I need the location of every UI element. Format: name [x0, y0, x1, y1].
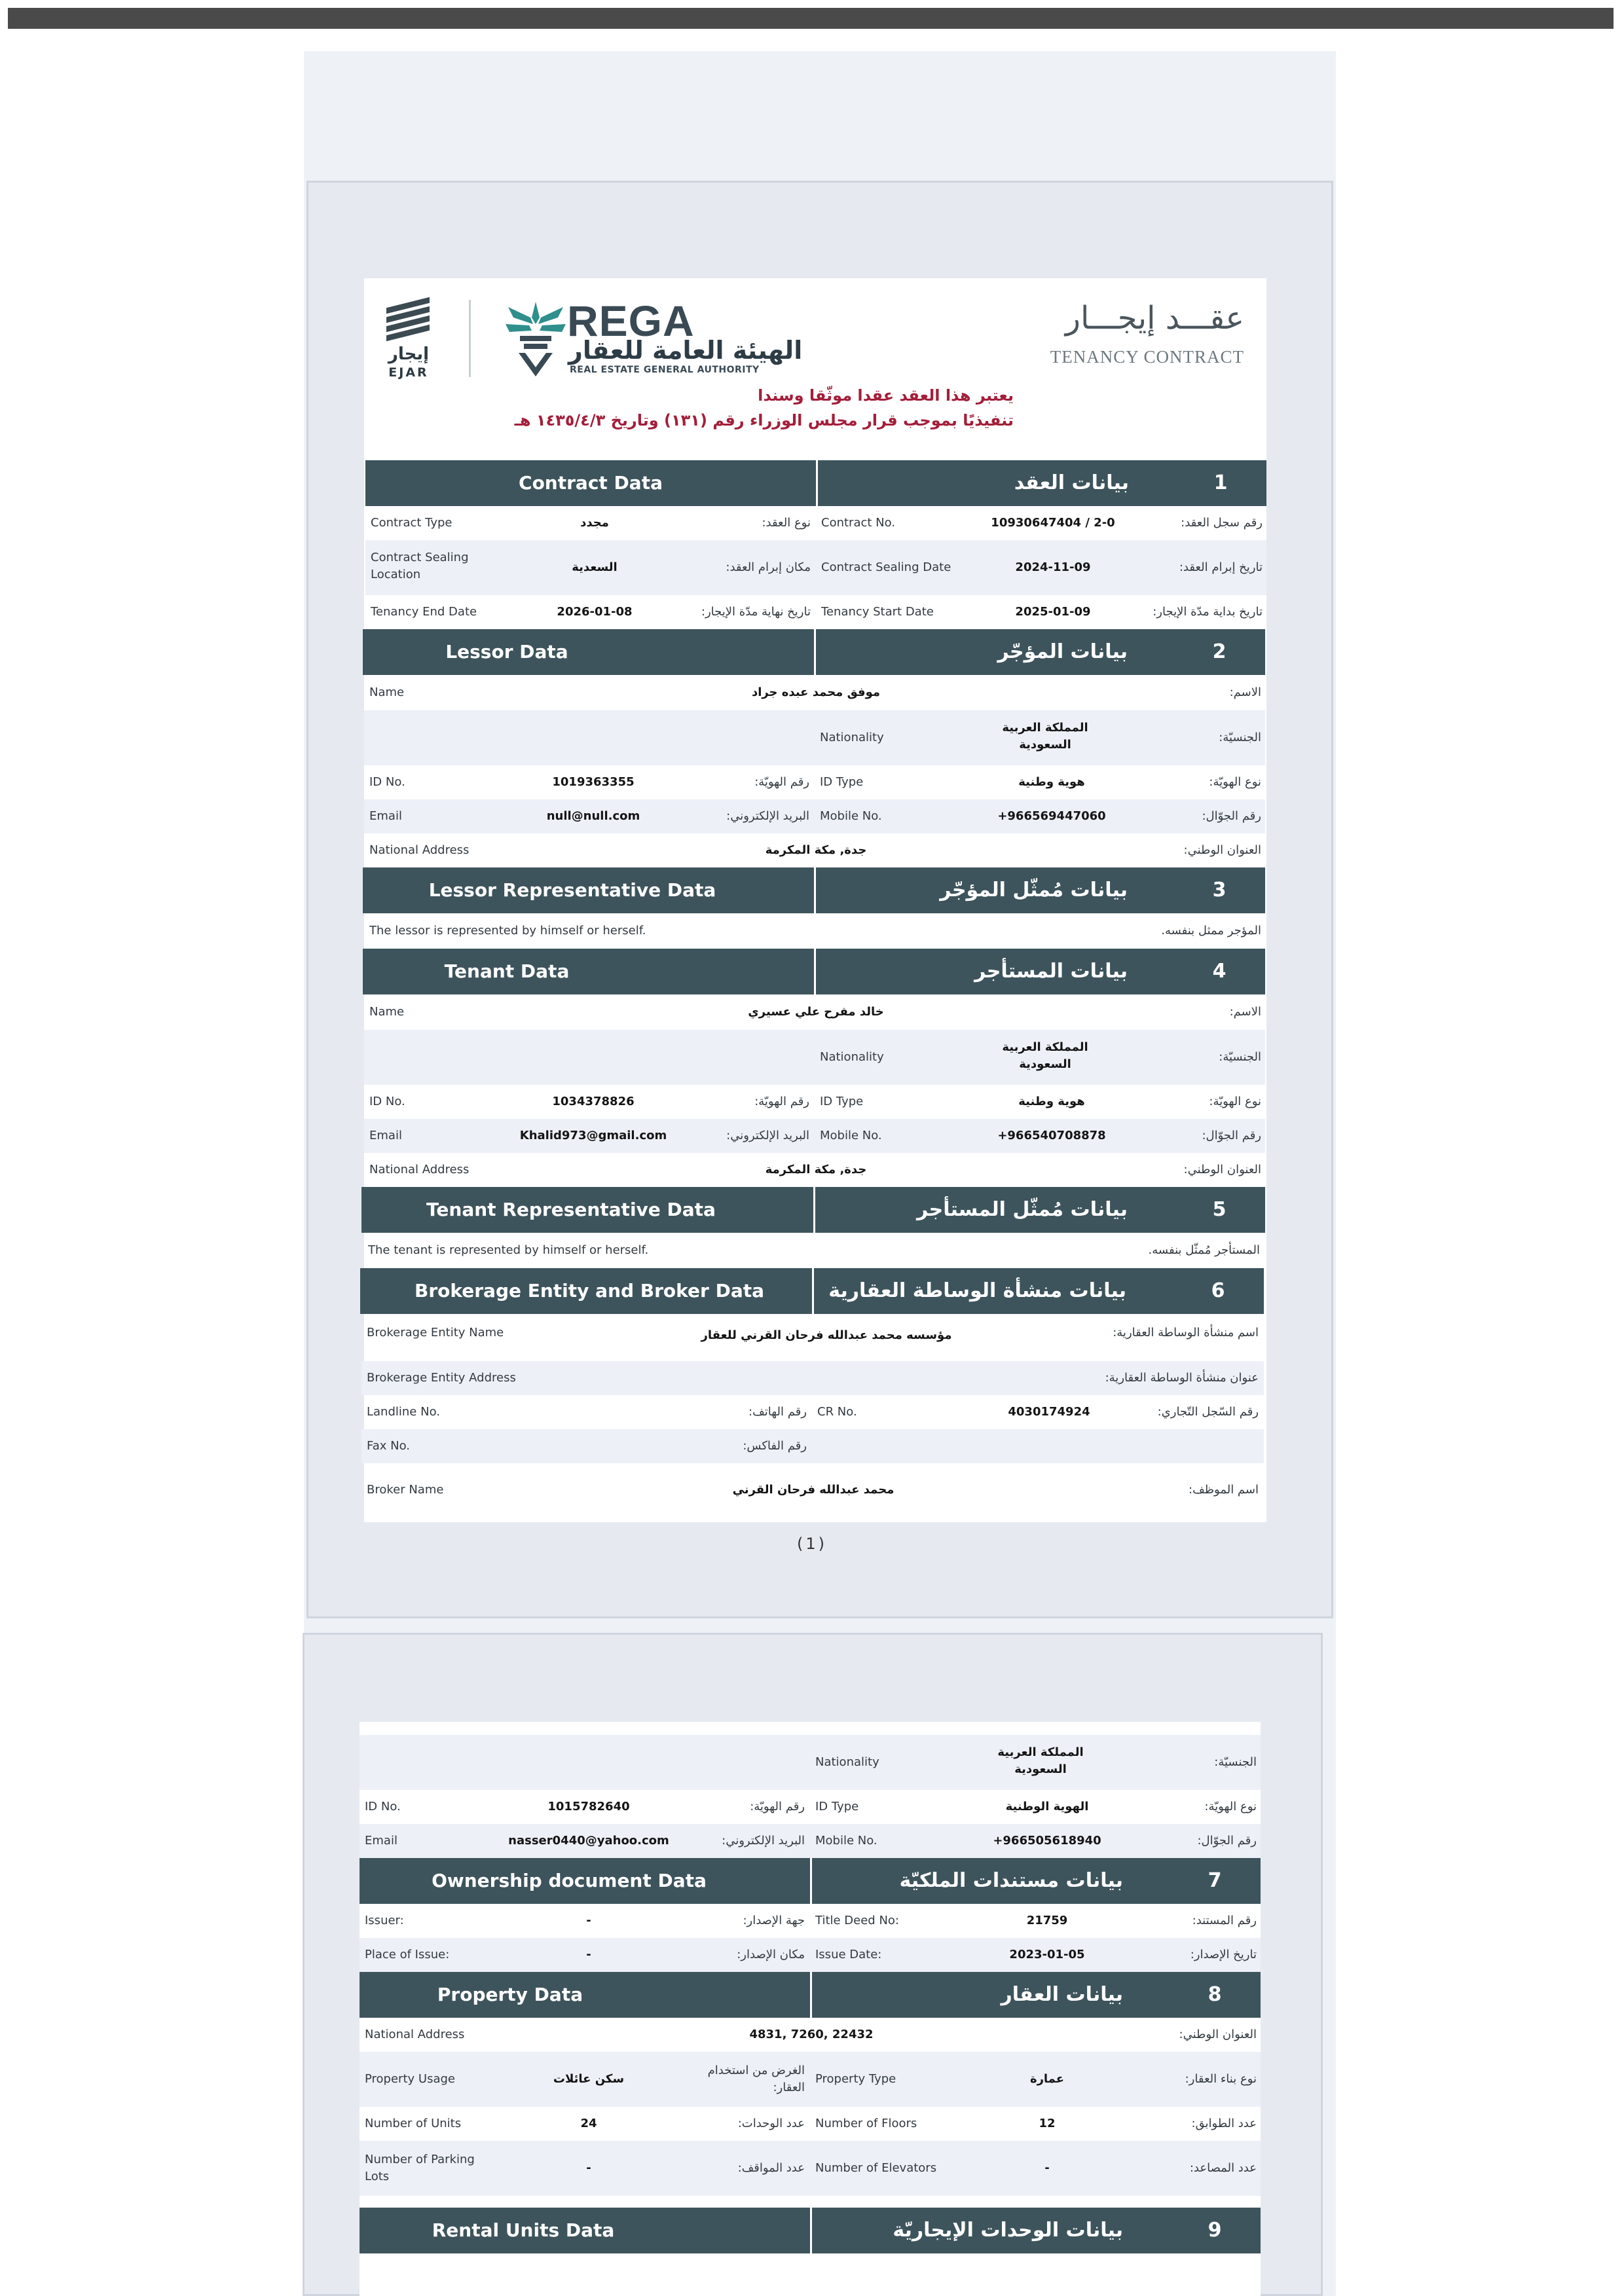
- field-label-ar: تاريخ الإصدار:: [1190, 1948, 1257, 1961]
- field-value: 2026-01-08: [557, 605, 633, 619]
- field-value: 2025-01-09: [1015, 605, 1091, 619]
- field-value: جدة, مكة المكرمة: [765, 843, 867, 857]
- field-label-en: Mobile No.: [815, 1834, 877, 1848]
- section-title-ar: بيانات الوحدات الإيجاريّة: [893, 2219, 1123, 2242]
- section-title-ar: بيانات المستأجر: [974, 960, 1128, 983]
- table-row: [361, 1395, 1264, 1429]
- table-row: [364, 994, 1265, 1030]
- field-label-en: Title Deed No:: [815, 1914, 899, 1927]
- field-label-en: Contract No.: [821, 516, 896, 530]
- field-label-ar: نوع بناء العقار:: [1185, 2072, 1257, 2086]
- field-value: 2024-11-09: [1015, 560, 1091, 574]
- section-title-en: Brokerage Entity and Broker Data: [415, 1280, 764, 1302]
- table-row: [360, 1790, 1261, 1824]
- field-label-ar: العنوان الوطني:: [1183, 1163, 1261, 1176]
- field-value: null@null.com: [546, 809, 640, 823]
- field-label-ar: رقم الجوّال:: [1197, 1834, 1257, 1848]
- table-row: [360, 1824, 1261, 1858]
- section-title-ar: بيانات المؤجّر: [997, 640, 1128, 663]
- section-header-contract: [365, 460, 1266, 506]
- field-label-en: Nationality: [815, 1755, 879, 1769]
- page-number: (1): [797, 1535, 827, 1553]
- field-label-en: Landline No.: [367, 1405, 440, 1419]
- field-label-en: ID Type: [815, 1800, 859, 1813]
- field-label-en: Contract Sealing Location: [371, 551, 469, 581]
- field-label-en: Property Usage: [365, 2072, 455, 2086]
- field-label-en: ID Type: [820, 1095, 864, 1108]
- legal-note-line-2: تنفيذيًا بموجب قرار مجلس الوزراء رقم (١٣١) وتاريخ ١٤٣٥/٤/٣ هـ: [514, 411, 1014, 429]
- field-label-ar: البريد الإلكتروني:: [726, 809, 809, 823]
- rega-wordmark: REGA: [567, 297, 695, 345]
- section-title-en: Lessor Representative Data: [428, 879, 716, 901]
- field-note-en: The lessor is represented by himself or herself.: [369, 924, 646, 938]
- table-row: [360, 1735, 1261, 1790]
- field-value: +966569447060: [997, 809, 1106, 823]
- field-value: هوية وطنية: [1018, 1095, 1085, 1108]
- section-title-ar: بيانات العقار: [1001, 1983, 1123, 2006]
- field-label-en: Email: [365, 1834, 397, 1848]
- field-label-ar: عنوان منشأة الوساطة العقارية:: [1105, 1371, 1259, 1385]
- rega-emblem-icon: [504, 298, 567, 378]
- field-label-ar: رقم الجوّال:: [1202, 809, 1261, 823]
- document-title-en: TENANCY CONTRACT: [1050, 347, 1244, 367]
- table-row: [360, 2052, 1261, 2107]
- field-label-ar: الجنسيّة:: [1214, 1755, 1257, 1769]
- section-title-ar: بيانات مستندات الملكيّة: [899, 1869, 1123, 1892]
- field-value: هوية وطنية: [1018, 775, 1085, 789]
- field-value: +966540708878: [997, 1129, 1106, 1142]
- field-label-en: Email: [369, 1129, 402, 1142]
- field-label-ar: نوع الهويّة:: [1209, 775, 1261, 789]
- section-number: 9: [1208, 2219, 1222, 2242]
- field-value: -: [1044, 2161, 1050, 2175]
- section-title-en: Rental Units Data: [432, 2219, 615, 2241]
- field-value: nasser0440@yahoo.com: [508, 1834, 669, 1848]
- section-title-en: Ownership document Data: [432, 1870, 707, 1891]
- field-value: Khalid973@gmail.com: [519, 1129, 667, 1142]
- field-value: 12: [1039, 2117, 1056, 2130]
- ejar-logo-ar: إيجار: [388, 344, 430, 364]
- field-label-en: Fax No.: [367, 1439, 410, 1453]
- field-label-en: Contract Type: [371, 516, 452, 530]
- table-row: [365, 540, 1266, 595]
- field-label-en: National Address: [369, 843, 470, 857]
- field-label-ar: رقم الهويّة:: [754, 1095, 809, 1108]
- field-label-en: ID No.: [365, 1800, 401, 1813]
- field-value: مؤسسه محمد عبدالله فرحان القرني للعقار: [701, 1328, 952, 1342]
- field-label-en: Number of Units: [365, 2117, 462, 2130]
- field-label-ar: تاريخ نهاية مدّة الإيجار:: [701, 605, 811, 619]
- field-label-ar: الغرض من استخدام العقار:: [707, 2064, 805, 2094]
- field-value: +966505618940: [993, 1834, 1101, 1848]
- field-label-en: Brokerage Entity Address: [367, 1371, 516, 1385]
- field-label-ar: الجنسيّة:: [1219, 1050, 1261, 1064]
- field-label-en: National Address: [369, 1163, 470, 1176]
- field-label-en: Contract Sealing Date: [821, 560, 951, 574]
- field-value: مجدد: [580, 516, 609, 530]
- field-label-ar: اسم الموظف:: [1189, 1483, 1259, 1497]
- field-label-en: Brokerage Entity Name: [367, 1326, 504, 1339]
- field-label-en: Issue Date:: [815, 1948, 882, 1961]
- field-note-en: The tenant is represented by himself or herself.: [368, 1243, 649, 1257]
- field-label-ar: رقم الفاكس:: [743, 1439, 807, 1453]
- field-value: -: [586, 2161, 591, 2175]
- field-label-ar: الاسم:: [1229, 685, 1261, 699]
- table-row: [361, 1429, 1264, 1463]
- field-label-en: National Address: [365, 2028, 465, 2041]
- section-title-en: Lessor Data: [445, 641, 568, 663]
- field-value: المملكة العربية السعودية: [1002, 1040, 1088, 1071]
- field-value: المملكة العربية السعودية: [997, 1745, 1084, 1776]
- field-label-ar: عدد المواقف:: [737, 2161, 805, 2175]
- field-label-ar: رقم المستند:: [1192, 1914, 1257, 1927]
- table-row: [364, 1085, 1265, 1119]
- field-value: السعدية: [572, 560, 618, 574]
- section-number: 4: [1212, 960, 1227, 983]
- field-label-en: Place of Issue:: [365, 1948, 450, 1961]
- legal-note-line-1: يعتبر هذا العقد عقدا موثّقا وسندا: [758, 386, 1014, 405]
- section-header-tenant: [363, 949, 1265, 994]
- field-value: محمد عبدالله فرحان القرني: [732, 1483, 895, 1497]
- field-value: المملكة العربية السعودية: [1002, 721, 1088, 752]
- field-label-ar: نوع الهويّة:: [1209, 1095, 1261, 1108]
- field-value: عمارة: [1029, 2072, 1065, 2086]
- field-value: 1015782640: [547, 1800, 630, 1813]
- table-row: [365, 506, 1266, 540]
- field-label-en: Name: [369, 1005, 405, 1019]
- field-label-ar: الجنسيّة:: [1219, 731, 1261, 744]
- field-label-ar: رقم سجل العقد:: [1181, 516, 1263, 530]
- field-value: سكن عائلات: [553, 2072, 625, 2086]
- section-title-en: Property Data: [437, 1984, 583, 2005]
- field-label-en: Mobile No.: [820, 1129, 882, 1142]
- field-value: -: [586, 1914, 591, 1927]
- field-value: 4831, 7260, 22432: [749, 2028, 874, 2041]
- field-value: 1019363355: [552, 775, 635, 789]
- field-label-ar: العنوان الوطني:: [1183, 843, 1261, 857]
- section-title-en: Contract Data: [519, 472, 663, 494]
- section-title-ar: بيانات منشأة الوساطة العقارية: [828, 1279, 1126, 1302]
- field-label-ar: البريد الإلكتروني:: [722, 1834, 805, 1848]
- field-label-en: Number of Floors: [815, 2117, 917, 2130]
- section-number: 8: [1208, 1983, 1222, 2006]
- field-label-ar: اسم منشأة الوساطة العقارية:: [1113, 1326, 1259, 1339]
- table-row: [364, 913, 1265, 949]
- section-number: 5: [1212, 1198, 1227, 1221]
- section-number: 3: [1212, 879, 1227, 902]
- field-label-en: CR No.: [817, 1405, 857, 1419]
- field-label-ar: العنوان الوطني:: [1179, 2028, 1257, 2041]
- section-header-ownership: [360, 1858, 1261, 1904]
- field-label-ar: رقم السّجل التّجاري:: [1157, 1405, 1259, 1419]
- field-label-en: ID No.: [369, 775, 405, 789]
- field-label-ar: عدد الوحدات:: [737, 2117, 805, 2130]
- section-title-en: Tenant Representative Data: [426, 1199, 716, 1220]
- field-label-ar: نوع العقد:: [762, 516, 811, 530]
- field-label-en: Tenancy End Date: [371, 605, 477, 619]
- ejar-logo-en: EJAR: [388, 365, 429, 380]
- table-row: [360, 1904, 1261, 1938]
- table-row: [365, 595, 1266, 629]
- field-label-en: Mobile No.: [820, 809, 882, 823]
- field-label-ar: رقم الجوّال:: [1202, 1129, 1261, 1142]
- field-value: 21759: [1026, 1914, 1068, 1927]
- table-row: [364, 799, 1265, 833]
- table-row: [360, 2018, 1261, 2052]
- table-row: [364, 1119, 1265, 1153]
- field-label-en: Nationality: [820, 731, 884, 744]
- field-value: الهوية الوطنية: [1005, 1800, 1089, 1813]
- field-label-ar: رقم الهاتف:: [748, 1405, 807, 1419]
- scan-top-bar: [8, 8, 1614, 29]
- field-note-ar: المؤجر ممثل بنفسه.: [1161, 924, 1261, 938]
- field-value: موفق محمد عبده جراد: [751, 685, 881, 699]
- field-label-en: Number of Parking Lots: [365, 2153, 475, 2183]
- field-label-en: Tenancy Start Date: [821, 605, 934, 619]
- table-row: [364, 710, 1265, 765]
- section-header-lessor-representative: [363, 867, 1265, 913]
- field-value: خالد مفرح علي عسيري: [748, 1005, 884, 1019]
- field-label-en: Broker Name: [367, 1483, 444, 1497]
- rega-name-ar: الهيئة العامة للعقار: [568, 336, 803, 365]
- rega-name-en: REAL ESTATE GENERAL AUTHORITY: [570, 365, 760, 375]
- field-label-ar: عدد المصاعد:: [1189, 2161, 1257, 2175]
- field-value: 10930647404 / 2-0: [991, 516, 1115, 530]
- section-number: 2: [1212, 640, 1227, 663]
- field-label-en: Number of Elevators: [815, 2161, 937, 2175]
- field-label-ar: البريد الإلكتروني:: [726, 1129, 809, 1142]
- table-row: [364, 765, 1265, 799]
- section-title-ar: بيانات مُمثّل المؤجّر: [940, 879, 1128, 902]
- section-header-brokerage: [360, 1268, 1264, 1314]
- section-title-en: Tenant Data: [444, 960, 570, 982]
- table-row: [361, 1463, 1264, 1522]
- field-note-ar: المستأجر مُمثّل بنفسه.: [1148, 1243, 1260, 1257]
- field-label-en: Email: [369, 809, 402, 823]
- field-label-ar: جهة الإصدار:: [743, 1914, 805, 1927]
- field-label-en: Name: [369, 685, 405, 699]
- section-number: 6: [1211, 1279, 1225, 1302]
- field-label-en: Nationality: [820, 1050, 884, 1064]
- section-header-property: [360, 1972, 1261, 2018]
- field-label-ar: مكان الإصدار:: [737, 1948, 805, 1961]
- section-number: 1: [1213, 471, 1228, 494]
- field-label-en: ID No.: [369, 1095, 405, 1108]
- table-row: [364, 675, 1265, 710]
- table-row: [363, 1233, 1264, 1268]
- table-row: [364, 833, 1265, 867]
- table-row: [360, 1938, 1261, 1972]
- section-header-tenant-representative: [361, 1187, 1265, 1233]
- field-value: 2023-01-05: [1009, 1948, 1085, 1961]
- table-row: [360, 2107, 1261, 2141]
- field-label-ar: مكان إبرام العقد:: [726, 560, 811, 574]
- table-row: [360, 2141, 1261, 2196]
- field-label-ar: رقم الهويّة:: [754, 775, 809, 789]
- field-value: 24: [580, 2117, 597, 2130]
- table-row: [364, 1030, 1265, 1085]
- field-label-ar: رقم الهويّة:: [750, 1800, 805, 1813]
- section-title-ar: بيانات مُمثّل المستأجر: [916, 1198, 1128, 1221]
- table-row: [361, 1314, 1264, 1361]
- field-label-ar: نوع الهويّة:: [1204, 1800, 1257, 1813]
- field-value: جدة, مكة المكرمة: [765, 1163, 867, 1176]
- field-label-en: Property Type: [815, 2072, 896, 2086]
- section-header-rental-units: [360, 2208, 1261, 2253]
- section-number: 7: [1208, 1869, 1222, 1892]
- field-value: -: [586, 1948, 591, 1961]
- table-row: [364, 1153, 1265, 1187]
- document-title-ar: عقـــد إيجـــار: [1065, 300, 1244, 337]
- field-label-en: Issuer:: [365, 1914, 404, 1927]
- section-header-lessor: [363, 629, 1265, 675]
- table-row: [361, 1361, 1264, 1395]
- field-label-ar: عدد الطوابق:: [1191, 2117, 1257, 2130]
- field-value: 4030174924: [1008, 1405, 1090, 1419]
- ejar-logo: [380, 300, 440, 378]
- field-value: 1034378826: [552, 1095, 635, 1108]
- field-label-ar: تاريخ إبرام العقد:: [1179, 560, 1263, 574]
- section-title-ar: بيانات العقد: [1014, 471, 1129, 494]
- field-label-en: ID Type: [820, 775, 864, 789]
- logo-divider: [469, 300, 471, 377]
- field-label-ar: تاريخ بداية مدّة الإيجار:: [1153, 605, 1263, 619]
- field-label-ar: الاسم:: [1229, 1005, 1261, 1019]
